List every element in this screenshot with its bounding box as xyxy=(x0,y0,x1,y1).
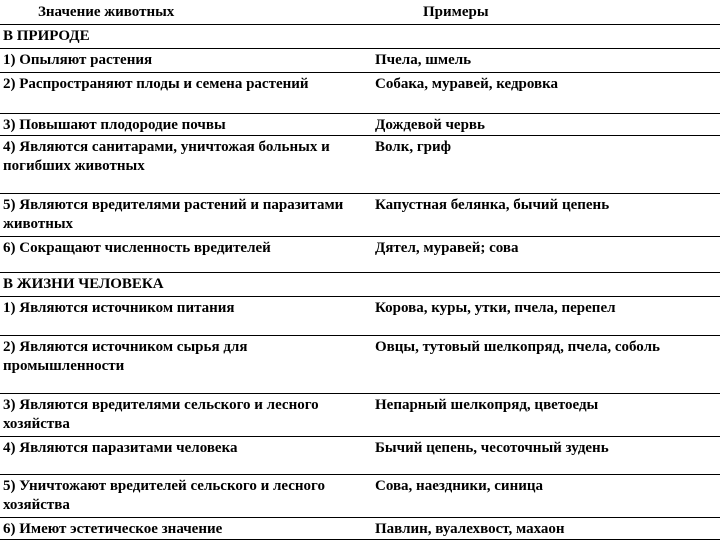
meaning-cell: 4) Являются паразитами человека xyxy=(0,437,372,475)
examples-cell: Сова, наездники, синица xyxy=(372,475,720,518)
table-row xyxy=(0,437,720,475)
examples-cell: Пчела, шмель xyxy=(372,49,720,73)
table-header-row xyxy=(0,0,720,25)
table-row xyxy=(0,518,720,540)
section-title-empty xyxy=(372,273,720,297)
examples-cell: Овцы, тутовый шелкопряд, пчела, соболь xyxy=(372,336,720,394)
section-row-nature xyxy=(0,25,720,49)
examples-cell: Павлин, вуалехвост, махаон xyxy=(372,518,720,540)
table-row xyxy=(0,49,720,73)
meaning-cell: 2) Являются источником сырья для промышленности xyxy=(0,336,372,394)
meaning-cell: 6) Сокращают численность вредителей xyxy=(0,237,372,273)
section-title: В ПРИРОДЕ xyxy=(0,25,372,49)
examples-cell: Собака, муравей, кедровка xyxy=(372,73,720,114)
section-title-empty xyxy=(372,25,720,49)
meaning-cell: 5) Уничтожают вредителей сельского и лесного хозяйства xyxy=(0,475,372,518)
examples-cell: Корова, куры, утки, пчела, перепел xyxy=(372,297,720,336)
section-title: В ЖИЗНИ ЧЕЛОВЕКА xyxy=(0,273,372,297)
meaning-cell: 2) Распространяют плоды и семена растений xyxy=(0,73,372,114)
examples-cell: Дождевой червь xyxy=(372,114,720,136)
table-row xyxy=(0,194,720,237)
table-row xyxy=(0,136,720,194)
section-row-human-life xyxy=(0,273,720,297)
meaning-cell: 6) Имеют эстетическое значение xyxy=(0,518,372,540)
examples-cell: Непарный шелкопряд, цветоеды xyxy=(372,394,720,437)
meaning-cell: 1) Опыляют растения xyxy=(0,49,372,73)
examples-cell: Дятел, муравей; сова xyxy=(372,237,720,273)
table-row xyxy=(0,475,720,518)
table-row xyxy=(0,73,720,114)
examples-cell: Капустная белянка, бычий цепень xyxy=(372,194,720,237)
table-row xyxy=(0,297,720,336)
meaning-cell: 5) Являются вредителями растений и паразитами животных xyxy=(0,194,372,237)
header-examples: Примеры xyxy=(423,4,489,20)
table-row xyxy=(0,237,720,273)
meaning-cell: 3) Повышают плодородие почвы xyxy=(0,114,372,136)
table-row xyxy=(0,114,720,136)
examples-cell: Бычий цепень, чесоточный зудень xyxy=(372,437,720,475)
meaning-cell: 1) Являются источником питания xyxy=(0,297,372,336)
header-meaning: Значение животных xyxy=(38,4,175,20)
examples-cell: Волк, гриф xyxy=(372,136,720,194)
table-row xyxy=(0,336,720,394)
table-row xyxy=(0,394,720,437)
meaning-cell: 4) Являются санитарами, уничтожая больных и погибших животных xyxy=(0,136,372,194)
meaning-cell: 3) Являются вредителями сельского и лесного хозяйства xyxy=(0,394,372,437)
